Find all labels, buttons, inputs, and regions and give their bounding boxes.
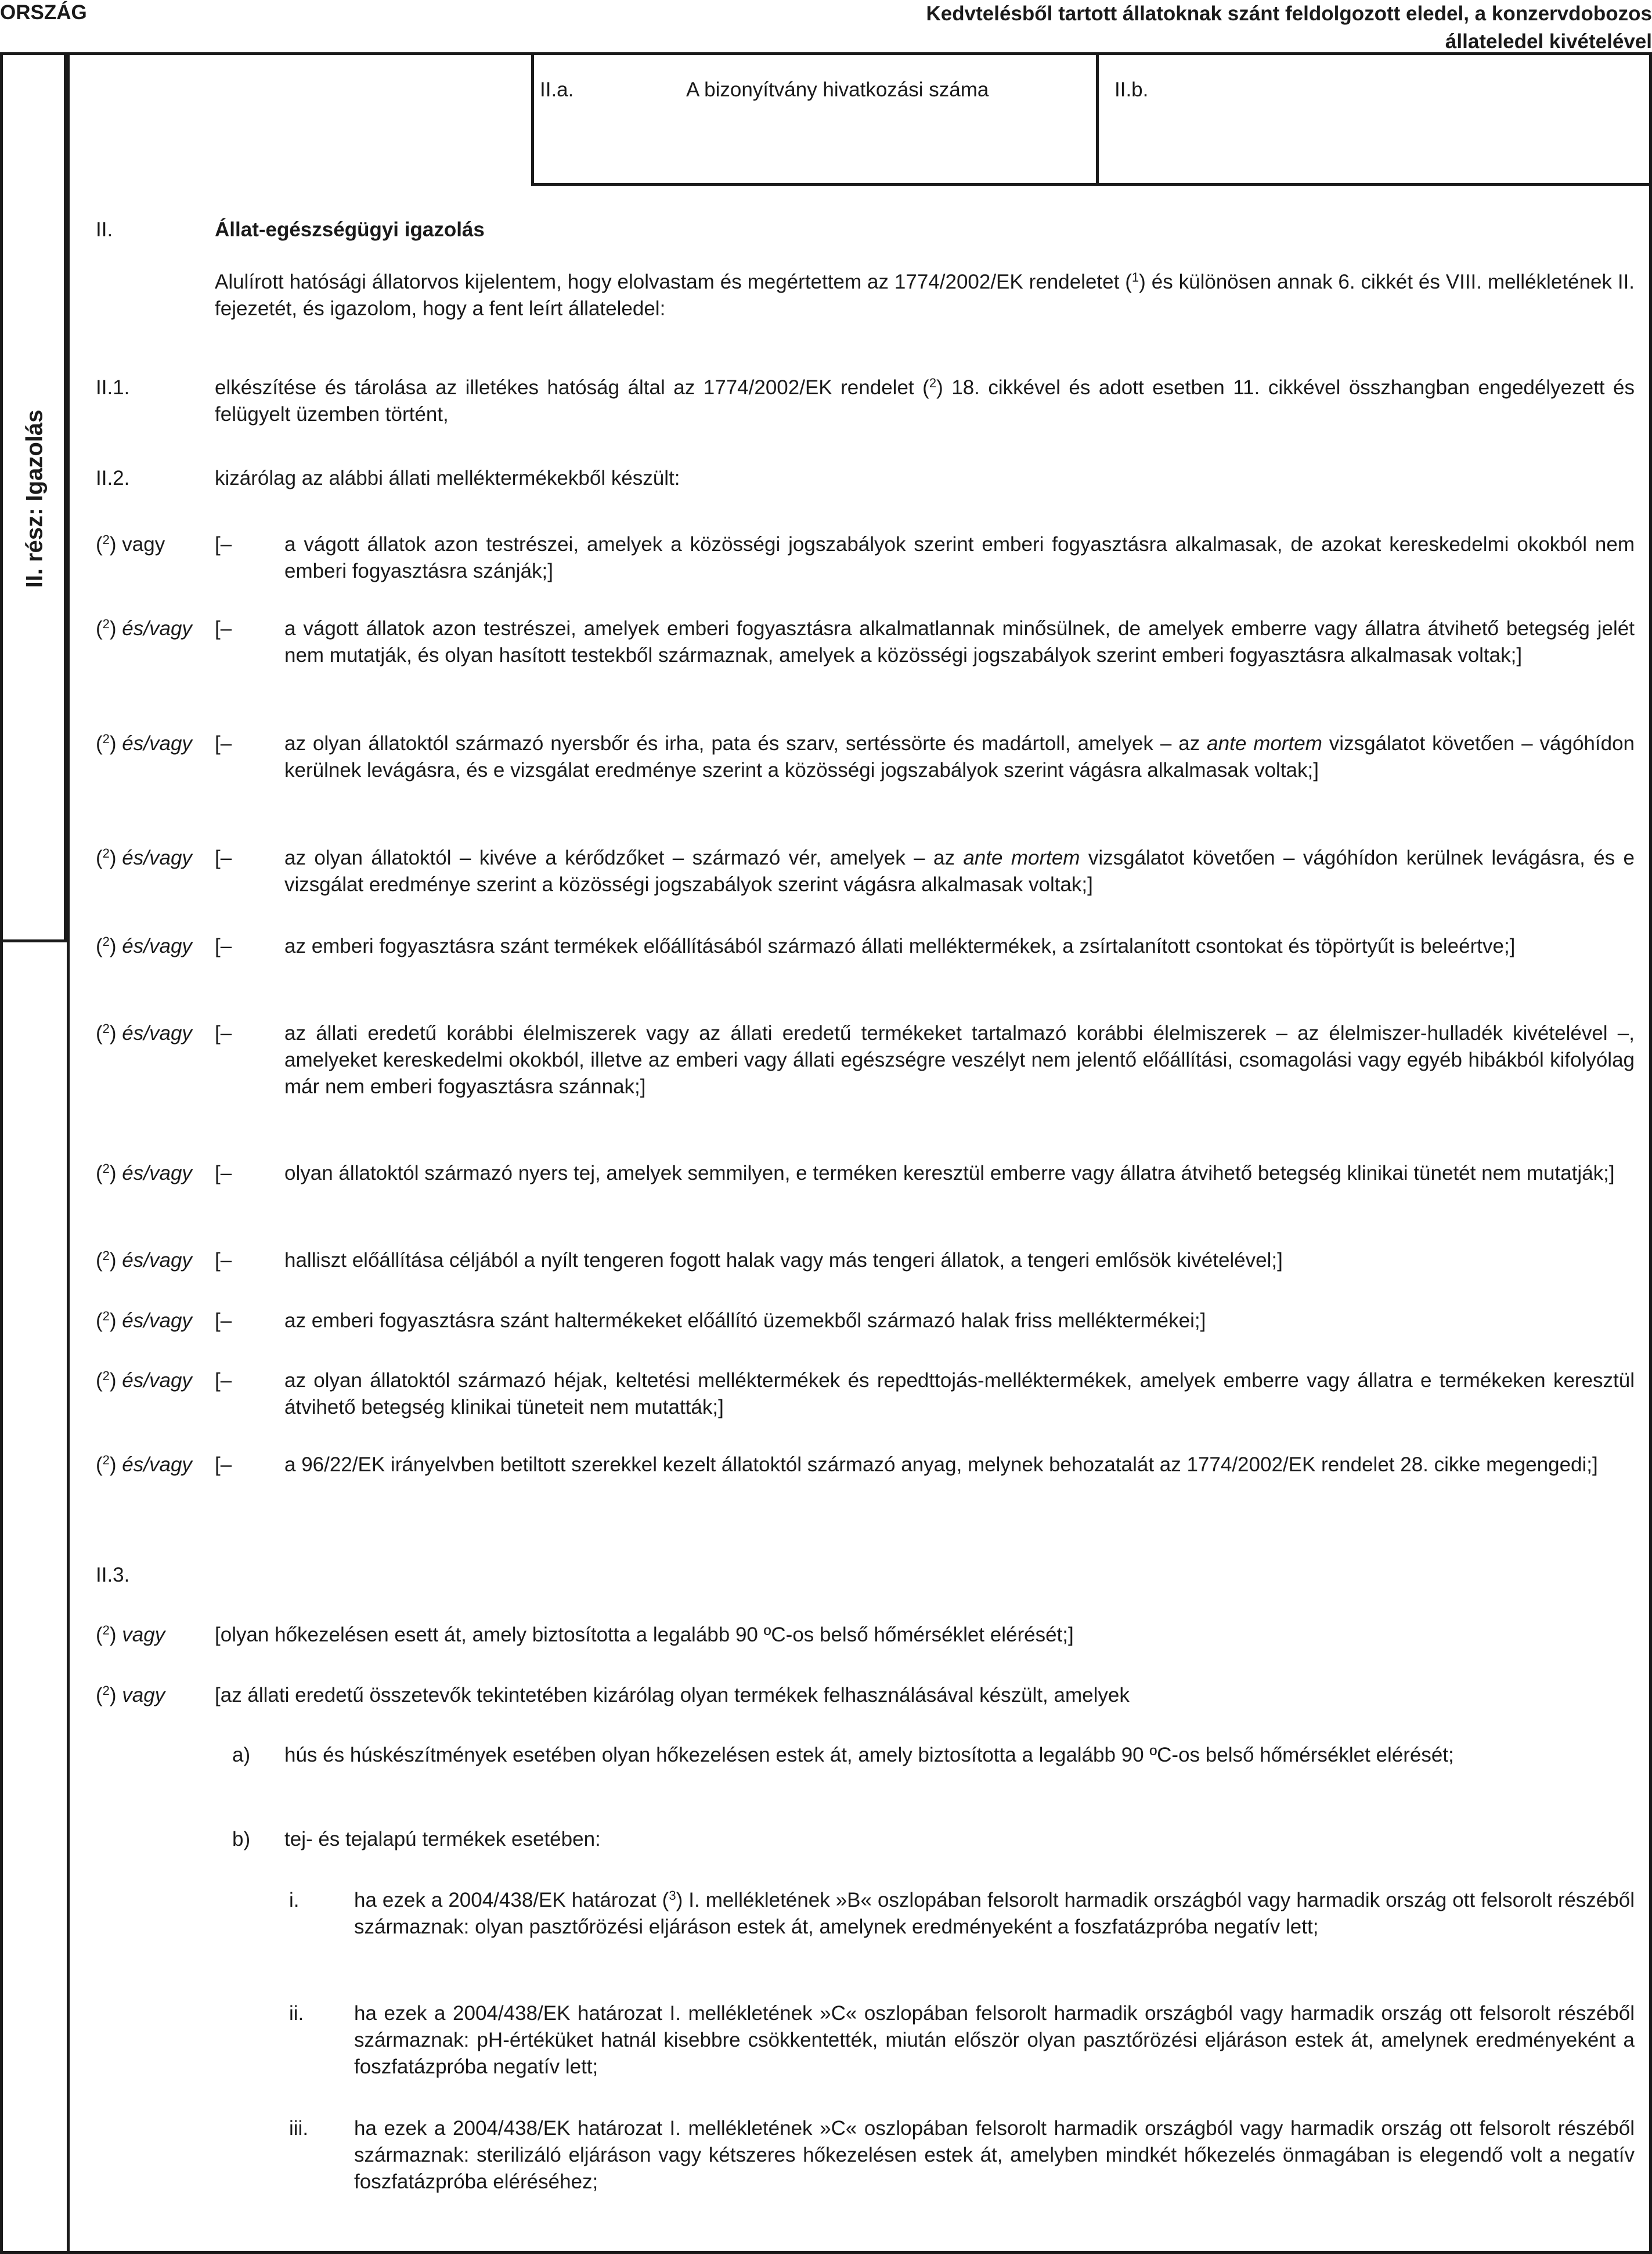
document-title-line1: Kedvtelésből tartott állatoknak szánt feldolgozott eledel, a konzervdobozos — [926, 2, 1652, 25]
list-item-bullet: [– — [215, 617, 232, 640]
main-panel — [67, 55, 1649, 2251]
ii3-i-text: ha ezek a 2004/438/EK határozat ($^3$) I. mellékletének »B« oszlopában felsorolt harmadik országból vagy harmadik ország ott felsorolt részéből származnak: olyan pasztőrözési eljáráson estek át, amelynek eredményeként a foszfatázpróba negatív lett; — [354, 1888, 1635, 1938]
list-item-text: halliszt előállítása céljából a nyílt tengeren fogott halak vagy más tengeri állatok, a tengeri emlősök kivételével;] — [284, 1249, 1283, 1272]
list-item-marker: ($^2$) és/vagy — [96, 934, 192, 957]
ii3-option-marker: ($^2$) vagy — [96, 1683, 165, 1706]
document-title-line2: állateledel kivételével — [1445, 30, 1652, 53]
list-item-text: az olyan állatoktól származó nyersbőr és irha, pata és szarv, sertéssörte és madártoll, amelyek – az ante mortem vizsgálatot követően – vágóhídon kerülnek levágásra, és e vizsgálat eredménye szerint a közösségi jogszabályok szerint vágásra alkalmasak voltak;] — [284, 732, 1635, 782]
country-label: ORSZÁG — [0, 1, 87, 24]
ii2-text: kizárólag az alábbi állati melléktermékekből készült: — [215, 467, 680, 489]
list-item-text: a vágott állatok azon testrészei, amelyek a közösségi jogszabályok szerint emberi fogyasztásra alkalmasak, de azokat kereskedelmi okokból nem emberi fogyasztásra szánják;] — [284, 533, 1635, 582]
list-item-text: az olyan állatoktól származó héjak, keltetési melléktermékek és repedttojás-melléktermékek, amelyek emberre vagy állatra e termékeken keresztül átvihető betegség klinikai tüneteit nem mutatták;] — [284, 1369, 1635, 1418]
list-item-text: az állati eredetű korábbi élelmiszerek vagy az állati eredetű termékeket tartalmazó korábbi élelmiszerek – az élelmiszer-hulladék kivételével –, amelyeket kereskedelmi okokból, illetve az emberi vagy állati egészségre veszélyt nem jelentő előállítási, csomagolási vagy egyéb hibákból kifolyólag már nem emberi fogyasztásra szánnak;] — [284, 1022, 1635, 1098]
list-item-bullet: [– — [215, 1249, 232, 1272]
intro-paragraph: Alulírott hatósági állatorvos kijelentem, hogy elolvastam és megértettem az 1774/2002/EK rendeletet ($^1$) és különösen annak 6. cikkét és VIII. mellékletének II. fejezetét, és igazolom, hogy a fent leírt állateledel: — [215, 270, 1635, 320]
list-item-text: az olyan állatoktól – kivéve a kérődzőket – származó vér, amelyek – az ante mortem vizsgálatot követően – vágóhídon kerülnek levágásra, és e vizsgálat eredménye szerint a közösségi jogszabályok szerint vágásra alkalmasak voltak;] — [284, 847, 1635, 896]
list-item-bullet: [– — [215, 533, 232, 556]
ii3-ii-text: ha ezek a 2004/438/EK határozat I. mellékletének »C« oszlopában felsorolt harmadik országból vagy harmadik ország ott felsorolt részéből származnak: pH-értéküket hatnál kisebbre csökkentették, miután először olyan pasztőrözési eljáráson estek át, amelynek eredményeként a foszfatázpróba negatív lett; — [354, 2002, 1635, 2078]
certificate-frame — [0, 52, 1652, 2254]
section-number: II. — [96, 218, 113, 241]
ref-a-label: II.a. — [540, 78, 574, 101]
side-column — [3, 55, 67, 942]
ii3-number: II.3. — [96, 1564, 130, 1586]
ref-a-text: A bizonyítvány hivatkozási száma — [686, 78, 989, 101]
ii3-a-text: hús és húskészítmények esetében olyan hőkezelésen estek át, amely biztosította a legalább 90 ºC-os belső hőmérséklet elérését; — [284, 1744, 1454, 1766]
list-item-marker: ($^2$) és/vagy — [96, 1248, 192, 1272]
list-item-marker: ($^2$) és/vagy — [96, 1453, 192, 1476]
list-item-marker: ($^2$) és/vagy — [96, 1021, 192, 1045]
list-item-bullet: [– — [215, 1309, 232, 1332]
list-item-text: az emberi fogyasztásra szánt haltermékeket előállító üzemekből származó halak friss melléktermékei;] — [284, 1309, 1206, 1332]
list-item-marker: ($^2$) és/vagy — [96, 617, 192, 640]
list-item-marker: ($^2$) és/vagy — [96, 1309, 192, 1332]
ii3-option-marker: ($^2$) vagy — [96, 1623, 165, 1646]
list-item-marker: ($^2$) vagy — [96, 532, 165, 556]
list-item-bullet: [– — [215, 732, 232, 755]
ii3-b-text: tej- és tejalapú termékek esetében: — [284, 1828, 601, 1850]
ii1-text: elkészítése és tárolása az illetékes hatóság által az 1774/2002/EK rendelet ($^2$) 18. cikkével és adott esetben 11. cikkével összhangban engedélyezett és felügyelt üzemben történt, — [215, 376, 1635, 426]
ii3-iii-label: iii. — [289, 2117, 309, 2140]
side-label: II. rész: Igazolás — [21, 409, 48, 588]
list-item-bullet: [– — [215, 1162, 232, 1184]
list-item-bullet: [– — [215, 1453, 232, 1476]
list-item-marker: ($^2$) és/vagy — [96, 732, 192, 755]
ii3-a-label: a) — [232, 1744, 251, 1766]
ii3-ii-label: ii. — [289, 2002, 304, 2025]
list-item-bullet: [– — [215, 1369, 232, 1392]
certificate-body — [70, 55, 1649, 2251]
ii3-option-2: [az állati eredetű összetevők tekintetében kizárólag olyan termékek felhasználásával készült, amelyek — [215, 1684, 1130, 1706]
list-item-bullet: [– — [215, 1022, 232, 1045]
list-item-text: olyan állatoktól származó nyers tej, amelyek semmilyen, e terméken keresztül emberre vagy állatra átvihető betegség klinikai tünetét nem mutatják;] — [284, 1162, 1615, 1184]
list-item-marker: ($^2$) és/vagy — [96, 846, 192, 869]
list-item-text: a vágott állatok azon testrészei, amelyek emberi fogyasztásra alkalmatlannak minősülnek, de amelyek emberre vagy állatra átvihető betegség jelét nem mutatják, és olyan hasított testekből származnak, amelyek a közösségi jogszabályok szerint emberi fogyasztásra alkalmasak voltak;] — [284, 617, 1635, 667]
list-item-text: az emberi fogyasztásra szánt termékek előállításából származó állati melléktermékek, a zsírtalanított csontokat és töpörtyűt is beleértve;] — [284, 935, 1516, 957]
document-title — [549, 0, 1652, 56]
list-item-marker: ($^2$) és/vagy — [96, 1369, 192, 1392]
ii3-iii-text: ha ezek a 2004/438/EK határozat I. mellékletének »C« oszlopában felsorolt harmadik országból vagy harmadik ország ott felsorolt részéből származnak: sterilizáló eljáráson vagy kétszeres hőkezelésen estek át, amelyben mindkét hőkezelés önmagában is elegendő volt a negatív foszfatázpróba eléréséhez; — [354, 2117, 1635, 2193]
ii3-i-label: i. — [289, 1889, 300, 1911]
section-title: Állat-egészségügyi igazolás — [215, 218, 485, 241]
list-item-bullet: [– — [215, 935, 232, 957]
ii3-b-label: b) — [232, 1828, 251, 1850]
list-item-bullet: [– — [215, 847, 232, 869]
ii1-number: II.1. — [96, 376, 130, 399]
ii3-option-1: [olyan hőkezelésen esett át, amely biztosította a legalább 90 ºC-os belső hőmérséklet elérését;] — [215, 1623, 1074, 1646]
list-item-marker: ($^2$) és/vagy — [96, 1161, 192, 1184]
ii2-number: II.2. — [96, 467, 130, 489]
list-item-text: a 96/22/EK irányelvben betiltott szerekkel kezelt állatoktól származó anyag, melynek behozatalát az 1774/2002/EK rendelet 28. cikke megengedi;] — [284, 1453, 1598, 1476]
ref-b-label: II.b. — [1114, 78, 1149, 101]
